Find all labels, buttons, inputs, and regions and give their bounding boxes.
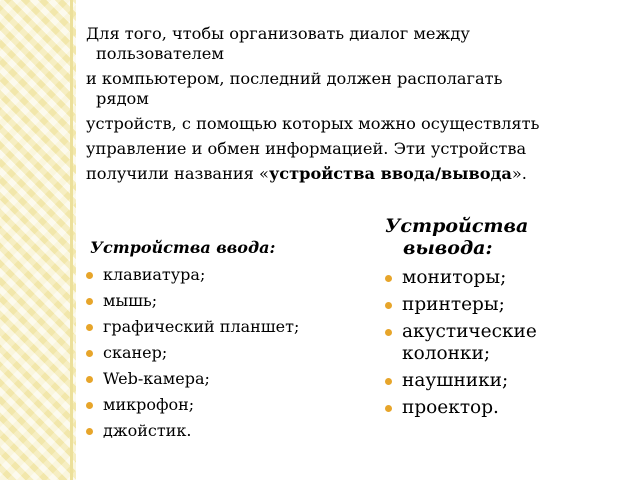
list-item-label: наушники; (402, 370, 509, 391)
bullet-icon (385, 378, 392, 385)
output-devices-heading (385, 215, 635, 259)
input-devices-column (86, 238, 366, 447)
list-item-label: мониторы; (402, 267, 507, 288)
list-item (86, 421, 366, 441)
io-devices-term: устройства ввода/вывода (268, 164, 512, 183)
list-item-label: сканер; (103, 343, 168, 362)
intro-line: устройств, с помощью которых можно осуществлять (86, 114, 540, 133)
list-item (86, 291, 366, 311)
list-item (86, 395, 366, 415)
list-item-label: принтеры; (402, 294, 505, 315)
bullet-icon (385, 275, 392, 282)
output-devices-column (385, 215, 635, 424)
output-devices-list (385, 267, 635, 419)
list-item (86, 343, 366, 363)
output-heading-line: Устройства (385, 215, 529, 237)
list-item (385, 267, 635, 289)
bullet-icon (385, 405, 392, 412)
bullet-icon (86, 298, 93, 305)
list-item-label: джойстик. (103, 421, 192, 440)
list-item (385, 370, 635, 392)
list-item (86, 265, 366, 285)
bullet-icon (86, 324, 93, 331)
list-item-label: клавиатура; (103, 265, 206, 284)
list-item (385, 397, 635, 419)
decorative-side-line (70, 0, 73, 480)
list-item (86, 317, 366, 337)
intro-line-final (86, 164, 631, 184)
list-item (385, 321, 635, 365)
list-item-label-continuation: колонки; (402, 343, 491, 364)
bullet-icon (86, 402, 93, 409)
bullet-icon (385, 329, 392, 336)
bullet-icon (86, 350, 93, 357)
input-devices-heading: Устройства ввода: (90, 238, 276, 257)
intro-line: пользователем (96, 44, 224, 63)
output-heading-line: вывода: (403, 237, 493, 259)
intro-paragraph (86, 24, 631, 189)
bullet-icon (385, 302, 392, 309)
intro-line: Для того, чтобы организовать диалог между (86, 24, 470, 43)
bullet-icon (86, 376, 93, 383)
intro-text: ». (511, 164, 527, 183)
list-item-label: микрофон; (103, 395, 195, 414)
intro-line: управление и обмен информацией. Эти устройства (86, 139, 527, 158)
list-item (385, 294, 635, 316)
decorative-side-band (0, 0, 76, 480)
list-item-label: мышь; (103, 291, 158, 310)
list-item (86, 369, 366, 389)
list-item-label: графический планшет; (103, 317, 300, 336)
input-devices-list (86, 265, 366, 441)
list-item-label: проектор. (402, 397, 499, 418)
intro-text: получили названия « (86, 164, 269, 183)
bullet-icon (86, 272, 93, 279)
list-item-label: акустические (402, 321, 537, 342)
list-item-label: Web-камера; (103, 369, 210, 388)
intro-line: и компьютером, последний должен располагать (86, 69, 503, 88)
bullet-icon (86, 428, 93, 435)
intro-line: рядом (96, 89, 149, 108)
